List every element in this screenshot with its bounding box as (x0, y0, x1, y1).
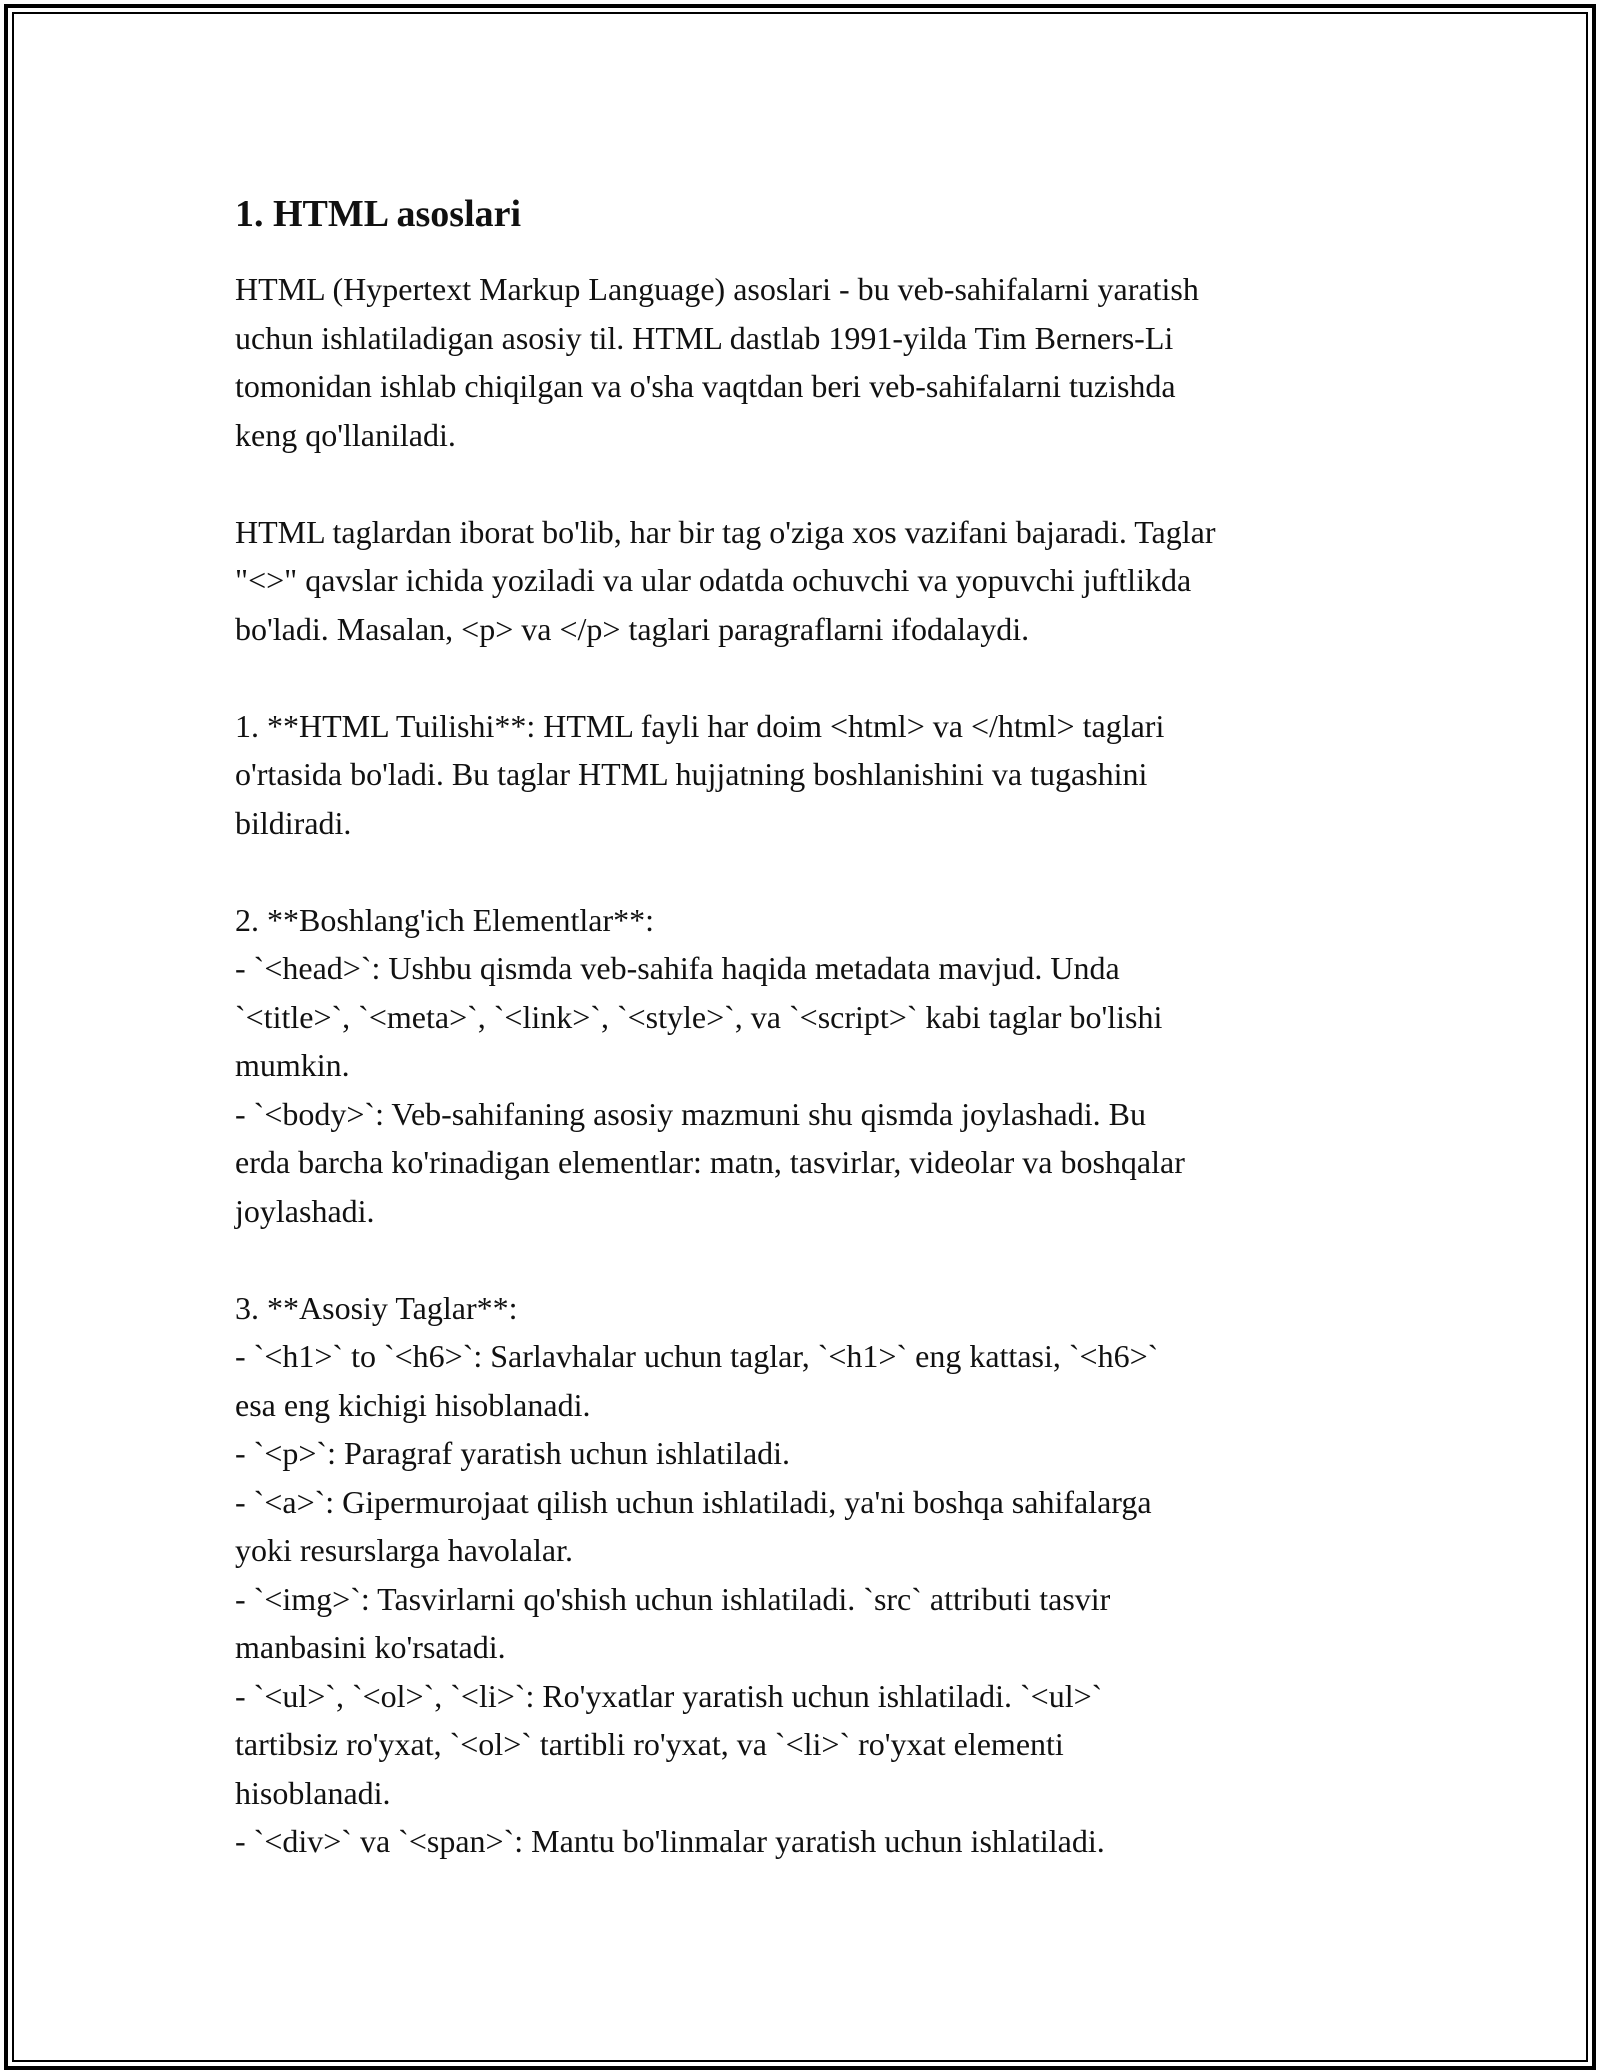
document-content (235, 185, 1385, 1866)
document-title: 1. HTML asoslari (235, 193, 522, 235)
document-body: HTML (Hypertext Markup Language) asoslari - bu veb-sahifalarni yaratish uchun ishlatiladigan asosiy til. HTML dastlab 1991-yilda Tim Berners-Li tomonidan ishlab chiqilgan va o'sha vaqtdan beri veb-sahifalarni tuzishda keng qo'llaniladi. HTML taglardan iborat bo'lib, har bir tag o'ziga xos vazifani bajaradi. Taglar "<>" qavslar ichida yoziladi va ular odatda ochuvchi va yopuvchi juftlikda bo'ladi. Masalan, <p> va </p> taglari paragraflarni ifodalaydi. 1. **HTML Tuilishi**: HTML fayli har doim <html> va </html> taglari o'rtasida bo'ladi. Bu taglar HTML hujjatning boshlanishini va tugashini bildiradi. 2. **Boshlang'ich Elementlar**: - `<head>`: Ushbu qismda veb-sahifa haqida metadata mavjud. Unda `<title>`, `<meta>`, `<link>`, `<style>`, va `<script>` kabi taglar bo'lishi mumkin. - `<body>`: Veb-sahifaning asosiy mazmuni shu qismda joylashadi. Bu erda barcha ko'rinadigan elementlar: matn, tasvirlar, videolar va boshqalar joylashadi. 3. **Asosiy Taglar**: - `<h1>` to `<h6>`: Sarlavhalar uchun taglar, `<h1>` eng kattasi, `<h6>` esa eng kichigi hisoblanadi. - `<p>`: Paragraf yaratish uchun ishlatiladi. - `<a>`: Gipermurojaat qilish uchun ishlatiladi, ya'ni boshqa sahifalarga yoki resurslarga havolalar. - `<img>`: Tasvirlarni qo'shish uchun ishlatiladi. `src` attributi tasvir manbasini ko'rsatadi. - `<ul>`, `<ol>`, `<li>`: Ro'yxatlar yaratish uchun ishlatiladi. `<ul>` tartibsiz ro'yxat, `<ol>` tartibli ro'yxat, va `<li>` ro'yxat elementi hisoblanadi. - `<div>` va `<span>`: Mantu bo'linmalar yaratish uchun ishlatiladi. (235, 271, 1216, 1859)
